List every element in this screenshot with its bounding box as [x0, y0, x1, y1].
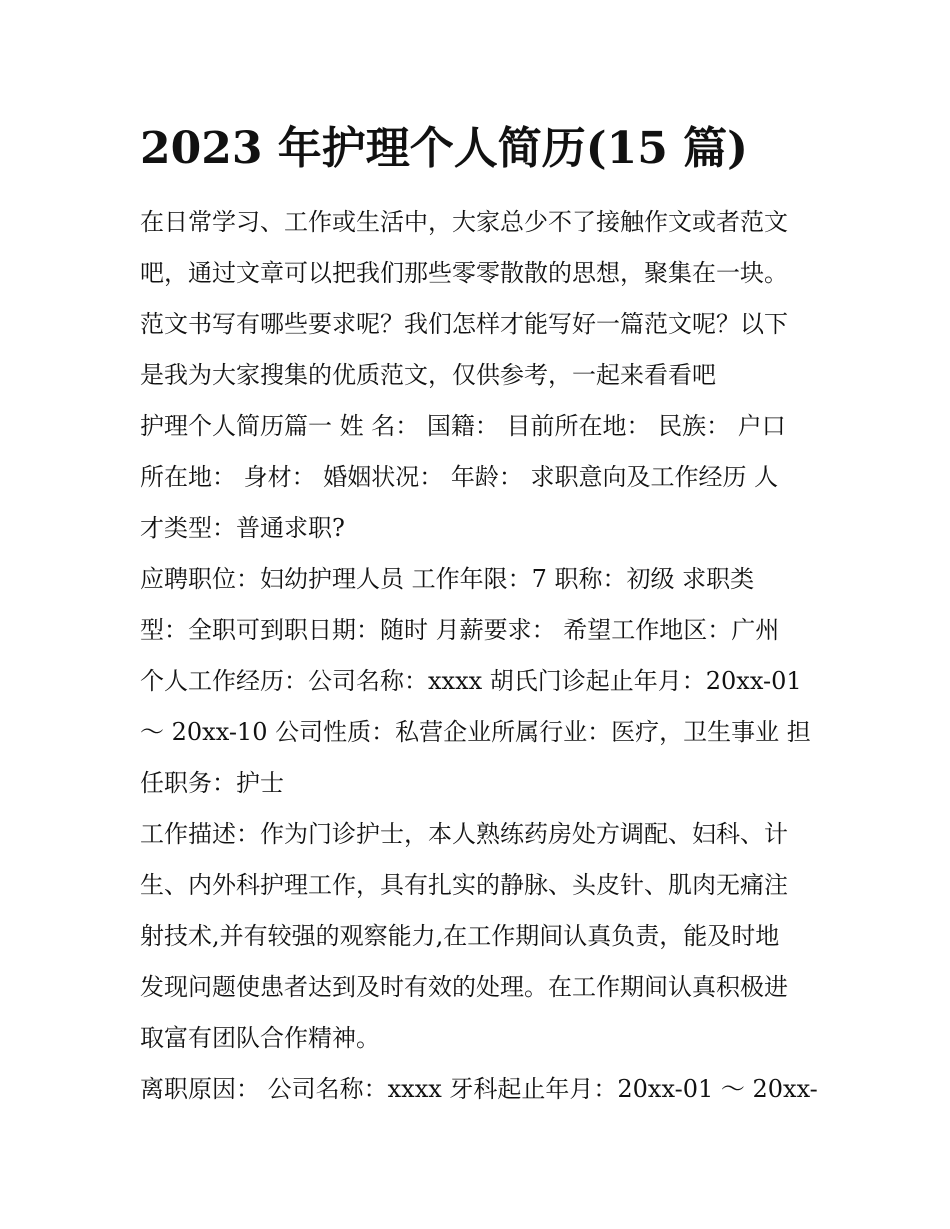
text-line: 任职务：护士	[140, 769, 284, 797]
text-line: 吧，通过文章可以把我们那些零零散散的思想，聚集在一块。	[140, 259, 788, 287]
text-line: 范文书写有哪些要求呢？我们怎样才能写好一篇范文呢？以下	[140, 310, 788, 338]
text-line: 射技术,并有较强的观察能力,在工作期间认真负责，能及时地	[140, 922, 780, 950]
text-line: 护理个人简历篇一 姓 名： 国籍： 目前所在地： 民族： 户口	[140, 412, 786, 440]
text-line: 才类型：普通求职?	[140, 514, 345, 542]
text-line: 在日常学习、工作或生活中，大家总少不了接触作文或者范文	[140, 208, 788, 236]
document-title: 2023 年护理个人简历(15 篇)	[140, 123, 748, 174]
text-line: ～ 20xx-10 公司性质：私营企业所属行业：医疗，卫生事业 担	[140, 718, 811, 746]
text-line: 工作描述：作为门诊护士，本人熟练药房处方调配、妇科、计	[140, 820, 788, 848]
text-line: 生、内外科护理工作，具有扎实的静脉、头皮针、肌肉无痛注	[140, 871, 788, 899]
text-line: 个人工作经历：公司名称：xxxx 胡氏门诊起止年月：20xx-01	[140, 667, 802, 695]
text-line: 取富有团队合作精神。	[140, 1024, 380, 1052]
text-line: 应聘职位：妇幼护理人员 工作年限：7 职称：初级 求职类	[140, 565, 755, 593]
text-line: 发现问题使患者达到及时有效的处理。在工作期间认真积极进	[140, 973, 788, 1001]
text-line: 型：全职可到职日期：随时 月薪要求： 希望工作地区：广州	[140, 616, 780, 644]
text-line: 是我为大家搜集的优质范文，仅供参考，一起来看看吧	[140, 361, 716, 389]
text-line: 离职原因： 公司名称：xxxx 牙科起止年月：20xx-01 ～ 20xx-	[140, 1075, 818, 1103]
text-line: 所在地： 身材： 婚姻状况： 年龄： 求职意向及工作经历 人	[140, 463, 779, 491]
